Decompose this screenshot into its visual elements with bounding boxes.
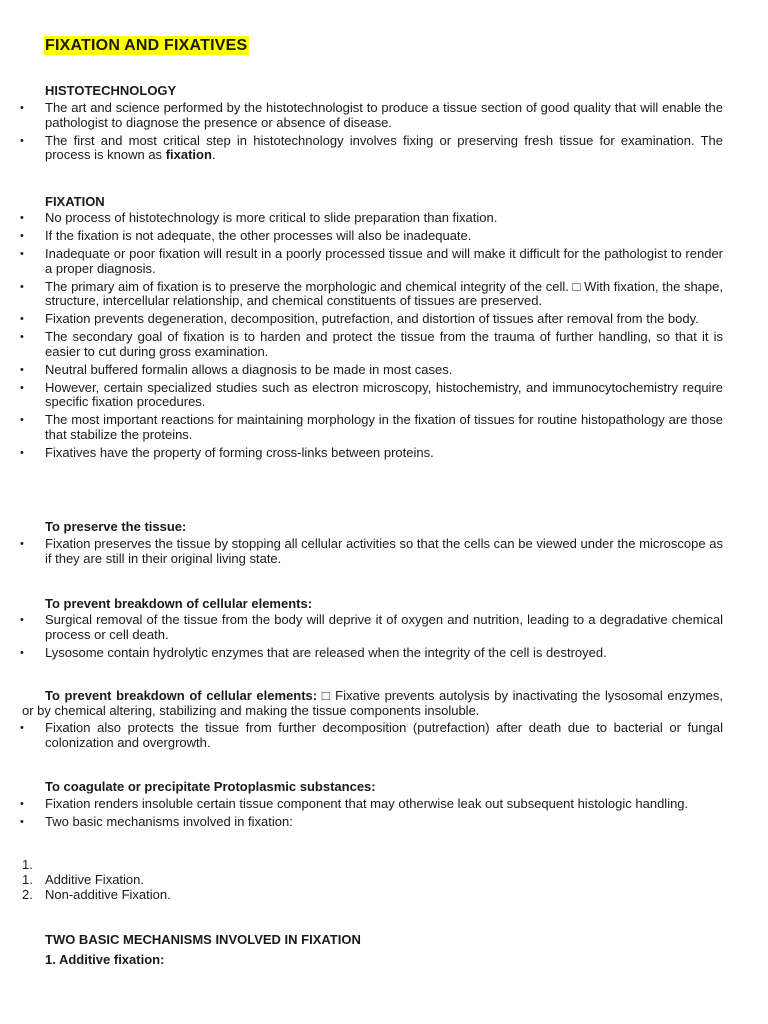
list-item: • The most important reactions for maintaining morphology in the fixation of tissues for routine histopathology are those that stabilize the proteins. [0,413,768,442]
list-item: • Two basic mechanisms involved in fixation: [0,815,768,830]
item-number: 2. [22,887,33,902]
list-item: • Surgical removal of the tissue from the body will deprive it of oxygen and nutrition, leading to a degradative chemical process or cell death. [0,613,768,642]
item-text: Additive Fixation. [45,872,144,887]
list-item: • The primary aim of fixation is to preserve the morphologic and chemical integrity of the cell. □ With fixation, the shape, structure, intercellular relationship, and chemical constituents of tissues are preserved. [0,280,768,309]
numbered-list [0,858,768,903]
coagulate-list [0,797,768,833]
item-number: 1. [22,872,33,887]
paragraph-text: □ Fixative prevents autolysis by inactivating the lysosomal enzymes, or by chemical altering, stabilizing and making the tissue components insoluble. [22,688,723,718]
breakdown-paragraph [22,689,723,718]
heading-breakdown: To prevent breakdown of cellular elements: [45,596,313,611]
list-item: • The art and science performed by the histotechnologist to produce a tissue section of good quality that will enable the pathologist to diagnose the presence or absence of disease. [0,101,768,130]
heading-preserve: To preserve the tissue: [45,519,187,534]
item-number: 1. [22,857,33,872]
list-item [0,134,768,163]
list-item: • Fixation preserves the tissue by stopping all cellular activities so that the cells can be viewed under the microscope as if they are still in their original living state. [0,537,768,566]
punctuation: . [211,147,216,163]
breakdown2-list [0,721,768,754]
page-title: FIXATION AND FIXATIVES [45,37,248,54]
paragraph-heading: To prevent breakdown of cellular elements: [45,688,318,703]
item-text: Non-additive Fixation. [45,887,171,902]
numbered-item [0,888,768,903]
preserve-list [0,537,768,570]
heading-coagulate: To coagulate or precipitate Protoplasmic substances: [45,779,376,794]
numbered-item [0,858,768,873]
list-item: • Lysosome contain hydrolytic enzymes that are released when the integrity of the cell is destroyed. [0,646,768,661]
list-item: • Fixatives have the property of forming cross-links between proteins. [0,446,768,461]
numbered-item [0,873,768,888]
breakdown-list [0,613,768,664]
list-item: • If the fixation is not adequate, the other processes will also be inadequate. [0,229,768,244]
histotechnology-list [0,101,768,166]
list-item: • Fixation renders insoluble certain tissue component that may otherwise leak out subsequent histologic handling. [0,797,768,812]
heading-fixation: FIXATION [45,194,105,209]
list-item: • However, certain specialized studies such as electron microscopy, histochemistry, and immunocytochemistry require specific fixation procedures. [0,381,768,410]
list-item: • No process of histotechnology is more critical to slide preparation than fixation. [0,211,768,226]
list-item: • Fixation prevents degeneration, decomposition, putrefaction, and distortion of tissues after removal from the body. [0,312,768,327]
fixation-list [0,211,768,464]
bold-term: fixation [165,147,212,163]
list-item-text: The first and most critical step in histotechnology involves fixing or preserving fresh tissue for examination. The process is known as [45,132,723,163]
subheading-additive: 1. Additive fixation: [45,952,165,967]
heading-histotechnology: HISTOTECHNOLOGY [45,83,177,98]
heading-mechanisms: TWO BASIC MECHANISMS INVOLVED IN FIXATION [45,932,361,947]
list-item: • Neutral buffered formalin allows a diagnosis to be made in most cases. [0,363,768,378]
list-item: • The secondary goal of fixation is to harden and protect the tissue from the trauma of further handling, so that it is easier to cut during gross examination. [0,330,768,359]
list-item: • Fixation also protects the tissue from further decomposition (putrefaction) after death due to bacterial or fungal colonization and overgrowth. [0,721,768,750]
list-item: • Inadequate or poor fixation will result in a poorly processed tissue and will make it difficult for the pathologist to render a proper diagnosis. [0,247,768,276]
